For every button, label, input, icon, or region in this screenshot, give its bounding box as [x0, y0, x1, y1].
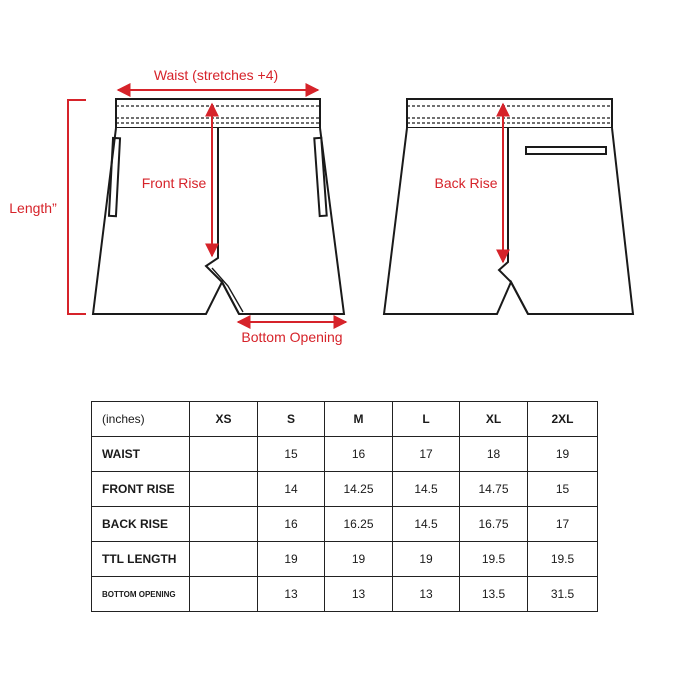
table-cell: 14.5	[393, 507, 460, 542]
table-cell: 15	[258, 437, 325, 472]
size-header: XL	[460, 402, 528, 437]
length-label: Length”	[9, 200, 57, 216]
table-cell: 17	[528, 507, 598, 542]
back-waistband	[407, 99, 612, 128]
row-label: FRONT RISE	[92, 472, 190, 507]
row-label: BACK RISE	[92, 507, 190, 542]
size-header: S	[258, 402, 325, 437]
table-cell: 14.75	[460, 472, 528, 507]
table-cell: 19	[258, 542, 325, 577]
table-cell	[190, 542, 258, 577]
back-rise-label: Back Rise	[434, 175, 498, 191]
table-cell: 16	[325, 437, 393, 472]
table-row	[92, 472, 598, 507]
table-cell: 13	[325, 577, 393, 612]
table-cell: 19	[528, 437, 598, 472]
table-row	[92, 577, 598, 612]
table-cell	[190, 472, 258, 507]
front-rise-label: Front Rise	[141, 175, 207, 191]
size-chart-table	[91, 401, 598, 612]
table-cell	[190, 577, 258, 612]
size-header: M	[325, 402, 393, 437]
table-cell: 14.25	[325, 472, 393, 507]
table-cell: 13.5	[460, 577, 528, 612]
back-view-shorts	[384, 99, 633, 314]
waist-label: Waist (stretches +4)	[153, 67, 279, 83]
table-cell: 14	[258, 472, 325, 507]
size-header: 2XL	[528, 402, 598, 437]
table-header-row	[92, 402, 598, 437]
table-cell: 19.5	[528, 542, 598, 577]
table-cell: 16.75	[460, 507, 528, 542]
size-header: XS	[190, 402, 258, 437]
row-label: WAIST	[92, 437, 190, 472]
front-view-shorts	[93, 99, 344, 314]
table-row	[92, 507, 598, 542]
table-cell: 14.5	[393, 472, 460, 507]
bottom-opening-label: Bottom Opening	[241, 329, 343, 345]
table-cell: 15	[528, 472, 598, 507]
table-cell: 31.5	[528, 577, 598, 612]
row-label: BOTTOM OPENING	[92, 577, 190, 612]
table-cell: 19.5	[460, 542, 528, 577]
table-row	[92, 437, 598, 472]
row-label: TTL LENGTH	[92, 542, 190, 577]
table-cell: 16	[258, 507, 325, 542]
table-cell: 19	[393, 542, 460, 577]
table-cell: 17	[393, 437, 460, 472]
table-row	[92, 542, 598, 577]
unit-header: (inches)	[92, 402, 190, 437]
front-waistband	[116, 99, 320, 128]
table-cell: 13	[258, 577, 325, 612]
table-cell	[190, 437, 258, 472]
table-cell: 19	[325, 542, 393, 577]
table-cell: 18	[460, 437, 528, 472]
length-bracket	[68, 100, 86, 314]
size-header: L	[393, 402, 460, 437]
table-cell: 16.25	[325, 507, 393, 542]
table-cell: 13	[393, 577, 460, 612]
table-cell	[190, 507, 258, 542]
